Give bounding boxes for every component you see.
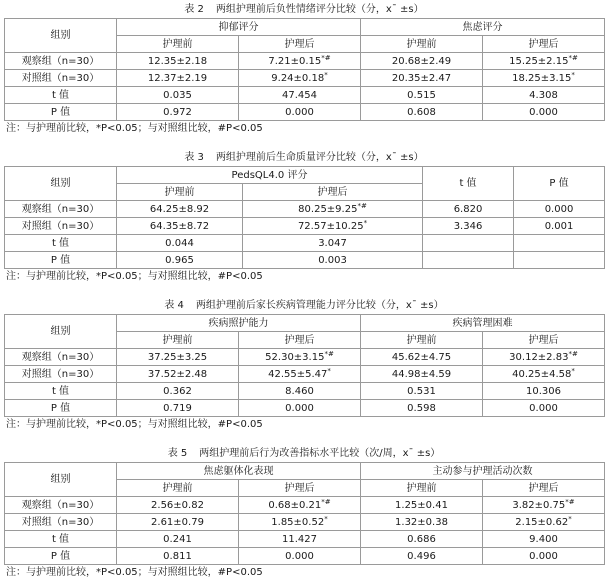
group-header: 组别 [5, 315, 117, 349]
row-label: 观察组（n=30） [5, 201, 117, 218]
cell: 0.000 [239, 104, 361, 121]
cell: 0.811 [117, 548, 239, 565]
table-row [5, 235, 605, 252]
subcol-header: 护理后 [239, 36, 361, 53]
cell [423, 235, 514, 252]
row-label: 观察组（n=30） [5, 53, 117, 70]
cell: 0.035 [117, 87, 239, 104]
table-3-block [4, 150, 604, 284]
cell [423, 252, 514, 269]
domain-header: 抑郁评分 [117, 19, 361, 36]
subcol-header: 护理前 [117, 480, 239, 497]
cell: 7.21±0.15*# [239, 53, 361, 70]
subcol-header: 护理前 [117, 332, 239, 349]
row-label: 观察组（n=30） [5, 497, 117, 514]
cell [514, 235, 605, 252]
cell: 1.32±0.38 [361, 514, 483, 531]
domain-header: 主动参与护理活动次数 [361, 463, 605, 480]
table-4-title: 两组护理前后家长疾病管理能力评分比较（分，x¯ ±s） [195, 300, 444, 311]
cell: 64.35±8.72 [117, 218, 243, 235]
table-row [5, 514, 605, 531]
table-5-block [4, 446, 604, 580]
cell: 72.57±10.25* [243, 218, 423, 235]
subcol-header: 护理后 [243, 184, 423, 201]
cell: 15.25±2.15*# [483, 53, 605, 70]
table-2-title: 两组护理前后负性情绪评分比较（分，x¯ ±s） [215, 4, 424, 15]
domain-header: PedsQL4.0 评分 [117, 167, 423, 184]
row-label: P 值 [5, 104, 117, 121]
cell: 0.241 [117, 531, 239, 548]
subcol-header: 护理后 [239, 480, 361, 497]
table-4 [4, 314, 605, 417]
table-2-label: 表 2 [184, 4, 204, 15]
table-3-label: 表 3 [184, 152, 204, 163]
cell: 0.608 [361, 104, 483, 121]
cell: 4.308 [483, 87, 605, 104]
domain-header: 焦虑躯体化表现 [117, 463, 361, 480]
table-2-caption [4, 2, 604, 18]
cell: 11.427 [239, 531, 361, 548]
row-label: t 值 [5, 531, 117, 548]
table-4-label: 表 4 [164, 300, 184, 311]
cell: 0.972 [117, 104, 239, 121]
cell: 0.362 [117, 383, 239, 400]
cell: 2.61±0.79 [117, 514, 239, 531]
cell: 0.965 [117, 252, 243, 269]
cell: 1.25±0.41 [361, 497, 483, 514]
cell: 45.62±4.75 [361, 349, 483, 366]
domain-header: 疾病照护能力 [117, 315, 361, 332]
cell: 37.25±3.25 [117, 349, 239, 366]
table-4-block [4, 298, 604, 432]
subcol-header: 护理后 [483, 332, 605, 349]
cell: 0.719 [117, 400, 239, 417]
row-label: 观察组（n=30） [5, 349, 117, 366]
cell: 3.047 [243, 235, 423, 252]
table-row [5, 366, 605, 383]
table-row [5, 548, 605, 565]
cell: 0.044 [117, 235, 243, 252]
table-row [5, 53, 605, 70]
cell: 0.000 [239, 548, 361, 565]
table-row [5, 218, 605, 235]
table-3 [4, 166, 605, 269]
table-4-caption [4, 298, 604, 314]
table-row [5, 497, 605, 514]
table-5-label: 表 5 [167, 448, 188, 459]
table-5 [4, 462, 605, 565]
cell [514, 252, 605, 269]
cell: 37.52±2.48 [117, 366, 239, 383]
cell: 0.598 [361, 400, 483, 417]
table-row [5, 400, 605, 417]
row-label: 对照组（n=30） [5, 70, 117, 87]
table-row [5, 201, 605, 218]
subcol-header: 护理后 [239, 332, 361, 349]
cell: 2.56±0.82 [117, 497, 239, 514]
cell: 0.496 [361, 548, 483, 565]
row-label: 对照组（n=30） [5, 514, 117, 531]
cell: 8.460 [239, 383, 361, 400]
subcol-header: 护理前 [117, 184, 243, 201]
cell: 64.25±8.92 [117, 201, 243, 218]
row-label: P 值 [5, 400, 117, 417]
table-row [5, 531, 605, 548]
table-2 [4, 18, 605, 121]
cell: 0.001 [514, 218, 605, 235]
row-label: t 值 [5, 383, 117, 400]
cell: 44.98±4.59 [361, 366, 483, 383]
cell: 12.35±2.18 [117, 53, 239, 70]
row-label: t 值 [5, 235, 117, 252]
cell: 10.306 [483, 383, 605, 400]
cell: 0.68±0.21*# [239, 497, 361, 514]
row-label: t 值 [5, 87, 117, 104]
table-row [5, 87, 605, 104]
group-header: 组别 [5, 463, 117, 497]
cell: 30.12±2.83*# [483, 349, 605, 366]
domain-header: 焦虑评分 [361, 19, 605, 36]
cell: 6.820 [423, 201, 514, 218]
cell: 9.24±0.18* [239, 70, 361, 87]
cell: 42.55±5.47* [239, 366, 361, 383]
table-3-note: 注：与护理前比较，*P<0.05；与对照组比较，#P<0.05 [6, 271, 263, 282]
table-row [5, 70, 605, 87]
cell: 52.30±3.15*# [239, 349, 361, 366]
cell: 0.000 [483, 104, 605, 121]
cell: 9.400 [483, 531, 605, 548]
cell: 18.25±3.15* [483, 70, 605, 87]
row-label: 对照组（n=30） [5, 366, 117, 383]
group-header: 组别 [5, 19, 117, 53]
table-5-note: 注：与护理前比较，*P<0.05；与对照组比较，#P<0.05 [6, 567, 263, 578]
stat-header-p: P 值 [514, 167, 605, 201]
table-row [5, 383, 605, 400]
cell: 0.686 [361, 531, 483, 548]
table-2-block [4, 2, 604, 136]
cell: 0.000 [239, 400, 361, 417]
row-label: P 值 [5, 252, 117, 269]
table-5-caption [4, 446, 604, 462]
row-label: P 值 [5, 548, 117, 565]
cell: 0.515 [361, 87, 483, 104]
table-5-title: 两组护理前后行为改善指标水平比较（次/周，x¯ ±s） [199, 448, 441, 459]
cell: 80.25±9.25*# [243, 201, 423, 218]
table-4-note: 注：与护理前比较，*P<0.05；与对照组比较，#P<0.05 [6, 419, 263, 430]
cell: 0.000 [514, 201, 605, 218]
stat-header-t: t 值 [423, 167, 514, 201]
cell: 0.000 [483, 548, 605, 565]
subcol-header: 护理前 [361, 36, 483, 53]
cell: 40.25±4.58* [483, 366, 605, 383]
table-row [5, 349, 605, 366]
cell: 20.35±2.47 [361, 70, 483, 87]
cell: 20.68±2.49 [361, 53, 483, 70]
subcol-header: 护理后 [483, 36, 605, 53]
group-header: 组别 [5, 167, 117, 201]
subcol-header: 护理前 [361, 480, 483, 497]
cell: 3.82±0.75*# [483, 497, 605, 514]
table-2-note: 注：与护理前比较，*P<0.05；与对照组比较，#P<0.05 [6, 123, 263, 134]
cell: 0.000 [483, 400, 605, 417]
subcol-header: 护理前 [361, 332, 483, 349]
table-3-caption [4, 150, 604, 166]
cell: 47.454 [239, 87, 361, 104]
subcol-header: 护理前 [117, 36, 239, 53]
table-row [5, 252, 605, 269]
cell: 0.003 [243, 252, 423, 269]
subcol-header: 护理后 [483, 480, 605, 497]
cell: 1.85±0.52* [239, 514, 361, 531]
table-3-title: 两组护理前后生命质量评分比较（分，x¯ ±s） [215, 152, 424, 163]
cell: 0.531 [361, 383, 483, 400]
table-row [5, 104, 605, 121]
domain-header: 疾病管理困难 [361, 315, 605, 332]
cell: 12.37±2.19 [117, 70, 239, 87]
cell: 2.15±0.62* [483, 514, 605, 531]
cell: 3.346 [423, 218, 514, 235]
row-label: 对照组（n=30） [5, 218, 117, 235]
